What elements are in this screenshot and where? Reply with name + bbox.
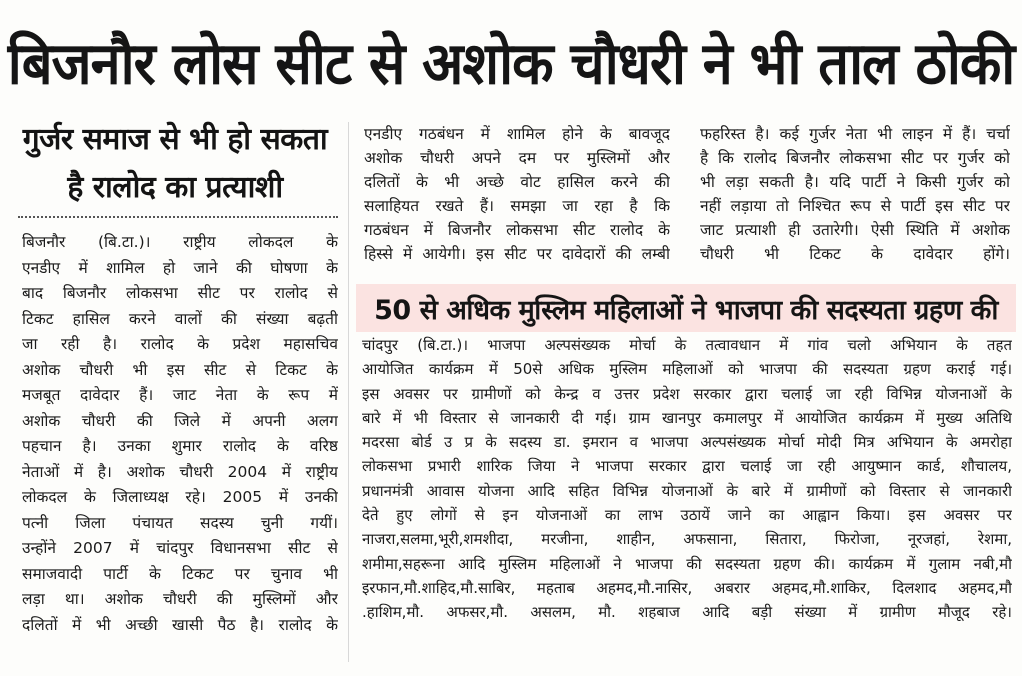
- article-line: भी लड़ा सकती है। यदि पार्टी ने किसी गुर्जर को: [700, 173, 1010, 191]
- article-line: दलितों में भी अच्छी खासी पैठ है। रालोद के: [22, 615, 338, 634]
- article-line: शमीमा,सहरूना आदि मुस्लिम महिलाओं ने भाजपा की सदस्यता ग्रहण की। कार्यक्रम में गुलाम नबी,मौ: [362, 554, 1012, 573]
- dotted-divider: [18, 216, 338, 218]
- article-line: प्रधानमंत्री आवास योजना आदि सहित विभिन्न योजनाओं के बारे में ग्रामीणों को विस्तार से जानकारी: [362, 481, 1012, 500]
- article-line: सलाहियत रखते हैं। समझा जा रहा है कि: [364, 197, 670, 215]
- article-line: समाजवादी पार्टी के टिकट पर चुनाव भी: [22, 564, 338, 583]
- article1-column-2: [364, 122, 670, 266]
- subheadline-line-2: है रालोद का प्रत्याशी: [67, 170, 283, 205]
- article-line: चांदपुर (बि.टा.)। भाजपा अल्पसंख्यक मोर्चा के तत्वावधान में गांव चलो अभियान के तहत: [362, 336, 1012, 354]
- article1-column-3: [700, 122, 1010, 266]
- article-line: .हाशिम,मौ. अफसर,मौ. असलम, मौ. शहबाज आदि बड़ी संख्या में ग्रामीण मौजूद रहे।: [362, 603, 1012, 622]
- column-divider: [348, 122, 349, 662]
- article-line: मजबूत दावेदार हैं। जाट नेता के रूप में: [22, 386, 338, 404]
- article-line: एनडीए में शामिल हो जाने की घोषणा के: [22, 258, 338, 277]
- article-line: मदरसा बोर्ड उ प्र के सदस्य डा. इमरान व भाजपा अल्पसंख्यक मोर्चा मोदी मित्र अभियान के अमरोहा: [362, 433, 1012, 452]
- article-line: है कि रालोद बिजनौर लोकसभा सीट पर गुर्जर को: [700, 149, 1010, 167]
- article-line: हिस्से में आयेगी। इस सीट पर दावेदारों की लम्बी: [364, 245, 670, 263]
- article-line: टिकट हासिल करने वालों की संख्या बढ़ती: [22, 309, 338, 328]
- article-line: इस अवसर पर ग्रामीणों को केन्द्र व उत्तर प्रदेश सरकार द्वारा चलाई जा रही विभिन्न योजनाओं के: [362, 384, 1012, 403]
- article-line: चौधरी भी टिकट के दावेदार होंगे।: [700, 245, 1010, 263]
- article1-column-1: [22, 230, 338, 638]
- article-line: गठबंधन में बिजनौर लोकसभा सीट रालोद के: [364, 221, 670, 239]
- article-line: फहरिस्त है। कई गुर्जर नेता भी लाइन में हैं। चर्चा: [700, 125, 1010, 143]
- article-line: नहीं लड़ाया तो निश्चित रूप से पार्टी इस सीट पर: [700, 197, 1010, 215]
- article-line: आयोजित कार्यक्रम में 50से अधिक मुस्लिम महिलाओं को भाजपा की सदस्यता ग्रहण कराई गई।: [362, 360, 1012, 379]
- article-line: देते हुए लोगों से इन योजनाओं का लाभ उठायें जाने का आह्वान किया। इस अवसर पर: [362, 506, 1012, 525]
- article-line: बारे में भी विस्तार से जानकारी दी गई। ग्राम खानपुर कमालपुर में आयोजित कार्यक्रम में मुख्य अतिथि: [362, 408, 1012, 427]
- article-line: दलितों के भी अच्छे वोट हासिल करने की: [364, 173, 670, 191]
- second-article-headline: 50 से अधिक मुस्लिम महिलाओं ने भाजपा की सदस्यता ग्रहण की: [356, 284, 1016, 332]
- article-line: बिजनौर (बि.टा.)। राष्ट्रीय लोकदल के: [22, 233, 338, 251]
- article-line: नेताओं में है। अशोक चौधरी 2004 में राष्ट्रीय: [22, 462, 338, 481]
- article-line: जा रही है। रालोद के प्रदेश महासचिव: [22, 335, 338, 353]
- subheadline-line-1: गुर्जर समाज से भी हो सकता: [22, 122, 328, 157]
- article-line: बाद बिजनौर लोकसभा सीट पर रालोद से: [22, 284, 338, 302]
- article-line: अशोक चौधरी की जिले में अपनी अलग: [22, 411, 338, 430]
- article-line: लोकसभा प्रभारी शारिक जिया ने भाजपा सरकार द्वारा चलाई जा रही आयुष्मान कार्ड, शौचालय,: [362, 457, 1012, 476]
- article2-body: [362, 333, 1012, 625]
- article-line: अशोक चौधरी भी इस सीट से टिकट के: [22, 360, 338, 379]
- article-line: जाट प्रत्याशी ही उतारेगी। ऐसी स्थिति में अशोक: [700, 221, 1010, 239]
- article-line: पहचान है। उनका शुमार रालोद के वरिष्ठ: [22, 437, 338, 455]
- article-line: उन्होंने 2007 में चांदपुर विधानसभा सीट से: [22, 539, 338, 557]
- article-line: एनडीए गठबंधन में शामिल होने के बावजूद: [364, 125, 670, 143]
- article-line: नाजरा,सलमा,भूरी,शमशीदा, मरजीना, शाहीन, अफसाना, सितारा, फिरोजा, नूरजहां, रेशमा,: [362, 530, 1012, 549]
- main-headline: बिजनौर लोस सीट से अशोक चौधरी ने भी ताल ठोकी: [7, 29, 1015, 98]
- subheadline: [14, 116, 336, 212]
- article-line: अशोक चौधरी अपने दम पर मुस्लिमों और: [364, 149, 670, 167]
- article-line: लड़ा था। अशोक चौधरी की मुस्लिमों और: [22, 590, 338, 608]
- article-line: लोकदल के जिलाध्यक्ष रहे। 2005 में उनकी: [22, 488, 338, 506]
- article-line: पत्नी जिला पंचायत सदस्य चुनी गयीं।: [22, 513, 338, 532]
- article-line: इरफान,मौ.शाहिद,मौ.साबिर, महताब अहमद,मौ.नासिर, अबरार अहमद,मौ.शाकिर, दिलशाद अहमद,मौ: [362, 578, 1012, 597]
